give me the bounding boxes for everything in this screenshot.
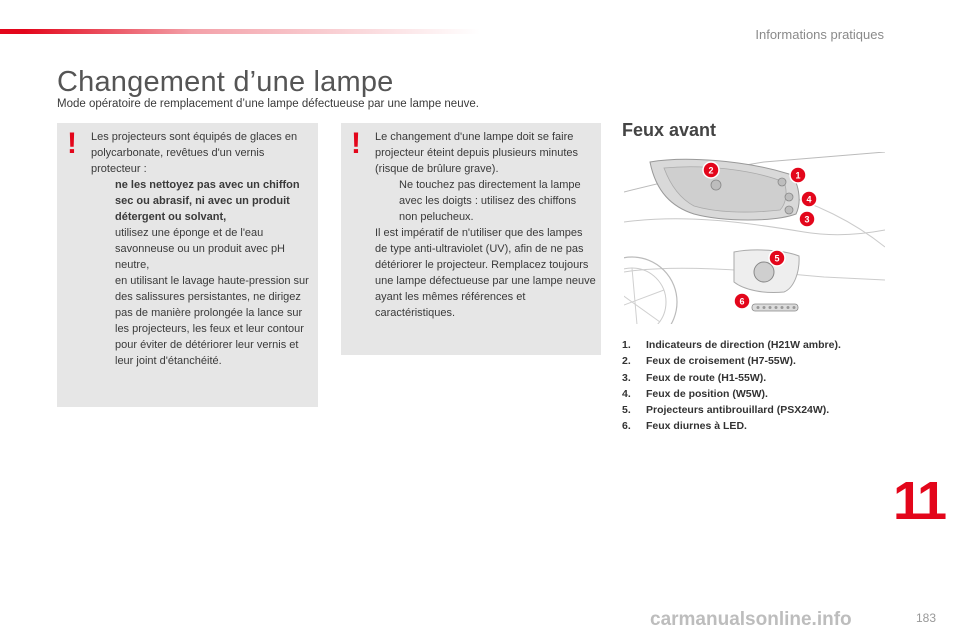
- feux-avant-heading: Feux avant: [622, 120, 717, 140]
- warning-outro: Il est impératif de n'utiliser que des lampes de type anti-ultraviolet (UV), afin de ne pas détériorer le projecteur. Remplacez toujours une lampe défectueuse par une lampe neuve ayant les mêmes références et caractéristiques.: [375, 227, 596, 319]
- page-number: 183: [915, 611, 936, 625]
- list-item-text: ne les nettoyez pas avec un chiffon sec ou abrasif, ni avec un produit détergent ou solvant,: [115, 179, 300, 223]
- legend-item: 4. Feux de position (W5W).: [622, 387, 768, 400]
- warning-box-lamp-change: [341, 123, 601, 355]
- list-item-text: utilisez une éponge et de l'eau savonneuse ou un produit avec pH neutre,: [115, 227, 286, 271]
- warning-intro: Le changement d'une lampe doit se faire projecteur éteint depuis plusieurs minutes (risque de brûlure grave).: [375, 131, 579, 175]
- callout-6: [734, 293, 750, 309]
- svg-text:4: 4: [806, 194, 812, 205]
- watermark: carmanualsonline.info: [650, 609, 852, 630]
- warning-intro: Les projecteurs sont équipés de glaces en polycarbonate, revêtues d'un vernis protecteur :: [91, 131, 298, 175]
- warning-icon: !: [351, 127, 361, 160]
- callout-3: [799, 211, 815, 227]
- warning-list: [91, 177, 313, 369]
- callout-2: [703, 162, 719, 178]
- chapter-number: 11: [893, 471, 945, 531]
- legend-item: 6. Feux diurnes à LED.: [622, 420, 747, 433]
- callout-1: [790, 167, 806, 183]
- svg-text:2: 2: [708, 165, 714, 176]
- list-item: [91, 225, 313, 273]
- section-title: Informations pratiques: [755, 27, 884, 42]
- headlamp-illustration: [624, 152, 885, 324]
- warning-text: [375, 129, 597, 321]
- svg-text:6: 6: [739, 296, 745, 307]
- list-item: [91, 177, 313, 225]
- list-item: [375, 177, 597, 225]
- list-item: [91, 273, 313, 369]
- legend-item: 5. Projecteurs antibrouillard (PSX24W).: [622, 404, 830, 417]
- svg-text:1: 1: [795, 170, 801, 181]
- warning-icon: !: [67, 127, 77, 160]
- lamp-legend: [622, 337, 902, 435]
- warning-box-glass-care: [57, 123, 318, 407]
- list-item-text: en utilisant le lavage haute-pression sur des salissures persistantes, ne dirigez pas de manière prolongée la lance sur les projecteurs, les feux et leur contour pour éviter de détériorer leur vernis et leur joint d'étanchéité.: [115, 275, 309, 367]
- page-subtitle: Mode opératoire de remplacement d’une lampe défectueuse par une lampe neuve.: [57, 98, 479, 110]
- legend-item: 3. Feux de route (H1-55W).: [622, 371, 767, 384]
- legend-item: 2. Feux de croisement (H7-55W).: [622, 355, 796, 368]
- svg-text:3: 3: [804, 214, 810, 225]
- legend-item: 1. Indicateurs de direction (H21W ambre).: [622, 339, 841, 351]
- callout-4: [801, 191, 817, 207]
- warning-list: [375, 177, 597, 225]
- warning-text: [91, 129, 313, 369]
- header-accent-bar: [0, 29, 480, 34]
- svg-text:5: 5: [774, 253, 780, 264]
- page-title: Changement d’une lampe: [57, 66, 394, 98]
- list-item-text: Ne touchez pas directement la lampe avec les doigts : utilisez des chiffons non pelucheux.: [399, 179, 581, 223]
- callout-5: [769, 250, 785, 266]
